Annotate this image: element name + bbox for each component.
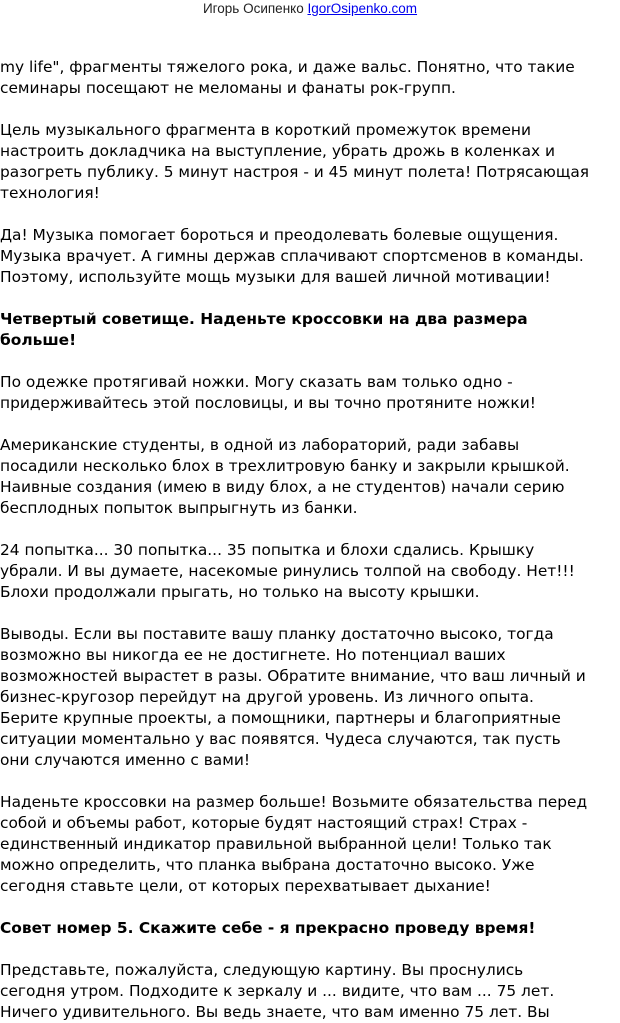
paragraph-gap xyxy=(0,204,618,225)
paragraph-gap xyxy=(0,414,618,435)
text-line: Берите крупные проекты, а помощники, партнеры и благоприятные xyxy=(0,709,561,727)
text-line: Цель музыкального фрагмента в короткий промежуток времени xyxy=(0,121,531,139)
paragraph-gap xyxy=(0,519,618,540)
text-line: сегодня утром. Подходите к зеркалу и ... видите, что вам ... 75 лет. xyxy=(0,982,555,1000)
paragraph xyxy=(0,540,618,603)
text-line: По одежке протягивай ножки. Могу сказать вам только одно - xyxy=(0,373,513,391)
paragraph xyxy=(0,624,618,771)
page-header xyxy=(0,0,620,18)
paragraph xyxy=(0,960,618,1023)
text-line: бесплодных попыток выпрыгнуть из банки. xyxy=(0,499,358,517)
text-line: Наденьте кроссовки на размер больше! Возьмите обязательства перед xyxy=(0,793,588,811)
text-line: возможностей вырастет в разы. Обратите внимание, что ваш личный и xyxy=(0,667,586,685)
section-heading xyxy=(0,309,618,351)
paragraph xyxy=(0,225,618,288)
text-line: Поэтому, используйте мощь музыки для вашей личной мотивации! xyxy=(0,268,551,286)
text-line: 24 попытка... 30 попытка... 35 попытка и блохи сдались. Крышку xyxy=(0,541,535,559)
text-line: Музыка врачует. А гимны держав сплачивают спортсменов в команды. xyxy=(0,247,584,265)
paragraph xyxy=(0,435,618,519)
text-line: настроить докладчика на выступление, убрать дрожь в коленках и xyxy=(0,142,556,160)
paragraph-gap xyxy=(0,288,618,309)
text-line: сегодня ставьте цели, от которых перехватывает дыхание! xyxy=(0,877,491,895)
paragraph-gap xyxy=(0,897,618,918)
text-line: my life", фрагменты тяжелого рока, и даже вальс. Понятно, что такие xyxy=(0,58,575,76)
document-body xyxy=(0,57,618,1023)
paragraph-gap xyxy=(0,99,618,120)
paragraph-gap xyxy=(0,351,618,372)
text-line: технология! xyxy=(0,184,100,202)
text-line: больше! xyxy=(0,331,77,349)
text-line: единственный индикатор правильной выбранной цели! Только так xyxy=(0,835,552,853)
text-line: Блохи продолжали прыгать, но только на высоту крышки. xyxy=(0,583,480,601)
paragraph xyxy=(0,57,618,99)
text-line: бизнес-кругозор перейдут на другой уровень. Из личного опыта. xyxy=(0,688,534,706)
paragraph-gap xyxy=(0,939,618,960)
section-heading xyxy=(0,918,618,939)
site-link[interactable]: IgorOsipenko.com xyxy=(307,1,418,16)
text-line: собой и объемы работ, которые будят настоящий страх! Страх - xyxy=(0,814,528,832)
text-line: они случаются именно с вами! xyxy=(0,751,250,769)
text-line: Американские студенты, в одной из лабораторий, ради забавы xyxy=(0,436,520,454)
paragraph xyxy=(0,792,618,897)
text-line: Представьте, пожалуйста, следующую картину. Вы проснулись xyxy=(0,961,524,979)
text-line: Ничего удивительного. Вы ведь знаете, что вам именно 75 лет. Вы xyxy=(0,1003,550,1021)
text-line: убрали. И вы думаете, насекомые ринулись толпой на свободу. Нет!!! xyxy=(0,562,575,580)
text-line: Четвертый советище. Наденьте кроссовки на два размера xyxy=(0,310,528,328)
text-line: придерживайтесь этой пословицы, и вы точно протяните ножки! xyxy=(0,394,536,412)
paragraph-gap xyxy=(0,603,618,624)
text-line: посадили несколько блох в трехлитровую банку и закрыли крышкой. xyxy=(0,457,570,475)
text-line: Да! Музыка помогает бороться и преодолевать болевые ощущения. xyxy=(0,226,559,244)
text-line: Совет номер 5. Скажите себе - я прекрасно проведу время! xyxy=(0,919,536,937)
text-line: можно определить, что планка выбрана достаточно высоко. Уже xyxy=(0,856,535,874)
paragraph xyxy=(0,120,618,204)
paragraph xyxy=(0,372,618,414)
text-line: возможно вы никогда ее не достигнете. Но потенциал ваших xyxy=(0,646,506,664)
text-line: Выводы. Если вы поставите вашу планку достаточно высоко, тогда xyxy=(0,625,554,643)
text-line: разогреть публику. 5 минут настроя - и 45 минут полета! Потрясающая xyxy=(0,163,590,181)
text-line: ситуации моментально у вас появятся. Чудеса случаются, так пусть xyxy=(0,730,561,748)
text-line: семинары посещают не меломаны и фанаты рок-групп. xyxy=(0,79,456,97)
text-line: Наивные создания (имею в виду блох, а не студентов) начали серию xyxy=(0,478,565,496)
paragraph-gap xyxy=(0,771,618,792)
author-name: Игорь Осипенко xyxy=(202,1,304,16)
